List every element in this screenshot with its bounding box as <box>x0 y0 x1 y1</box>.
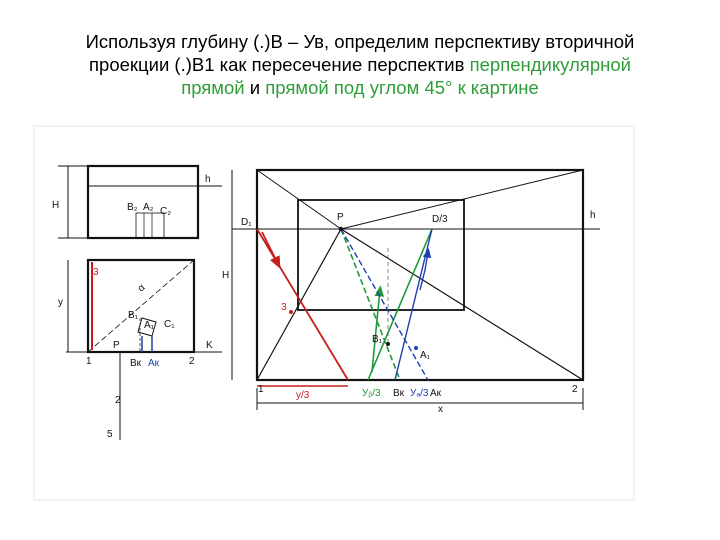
label-Ak-left: Aк <box>148 358 160 369</box>
label-Ak-right: Aк <box>430 388 442 399</box>
title-line2-highlight: перпендикулярной <box>469 54 631 75</box>
label-A2: A₂ <box>143 202 154 213</box>
point-A1-right <box>414 346 418 350</box>
label-1-right: 1 <box>258 384 264 395</box>
label-yA3: Уₐ/3 <box>410 388 429 399</box>
label-D1: D₁ <box>241 217 252 228</box>
label-Bk-left: Bк <box>130 358 142 369</box>
label-H-right: H <box>222 270 230 281</box>
label-A1-left: A₁ <box>144 320 155 331</box>
left-drawing <box>58 166 222 440</box>
title-line3-highlight-2: прямой под углом 45° к картине <box>265 77 539 98</box>
label-P-left: P <box>113 340 120 351</box>
label-y-left: y <box>58 297 63 308</box>
left-labels <box>52 174 213 440</box>
label-B2: B₂ <box>127 202 138 213</box>
label-2-right: 2 <box>572 384 578 395</box>
label-3-left: 3 <box>93 267 99 278</box>
label-A1-right: A₁ <box>420 350 431 361</box>
label-C1-left: C₁ <box>164 319 175 330</box>
label-3-right: 3 <box>281 302 287 313</box>
red-arrow-head <box>291 312 348 380</box>
point-3-right <box>289 310 293 314</box>
label-Bk-right: Bк <box>393 388 405 399</box>
title-line3-highlight-1: прямой <box>181 77 245 98</box>
label-diagonal: α <box>135 282 148 295</box>
title-line2-text: проекции (.)В1 как пересечение перспектив <box>89 54 470 75</box>
point-B1-right <box>386 342 390 346</box>
label-5-left: 5 <box>107 429 113 440</box>
green-perpendicular-line <box>341 229 400 380</box>
scan-border <box>34 126 634 500</box>
label-B1-right: B₁ <box>372 334 383 345</box>
label-1-left: 1 <box>86 356 92 367</box>
right-labels <box>222 210 596 415</box>
point-P-right <box>339 227 343 231</box>
label-x: x <box>438 404 443 415</box>
title-line1: Используя глубину (.)В – Ув, определим перспективу вторичной <box>85 31 635 52</box>
label-y3: y/3 <box>296 390 310 401</box>
label-h-right: h <box>590 210 596 221</box>
right-drawing <box>232 170 600 410</box>
blue-perpendicular-line <box>341 229 428 380</box>
label-h-left: h <box>205 174 211 185</box>
label-C2: C₂ <box>160 206 172 217</box>
label-P-right: P <box>337 212 344 223</box>
label-2-left: 2 <box>189 356 195 367</box>
title-line3-text: и <box>244 77 266 98</box>
label-H-left: H <box>52 200 60 211</box>
label-B1-left: B₁ <box>128 310 139 321</box>
diagonal-45-line <box>88 260 194 352</box>
picture-frame <box>257 170 583 380</box>
label-yB3: Уᵦ/3 <box>362 388 381 399</box>
red-distance-line <box>257 229 348 380</box>
label-D3: D/3 <box>432 214 448 225</box>
label-K-left: K <box>206 340 213 351</box>
label-z-left: 2 <box>115 395 121 406</box>
